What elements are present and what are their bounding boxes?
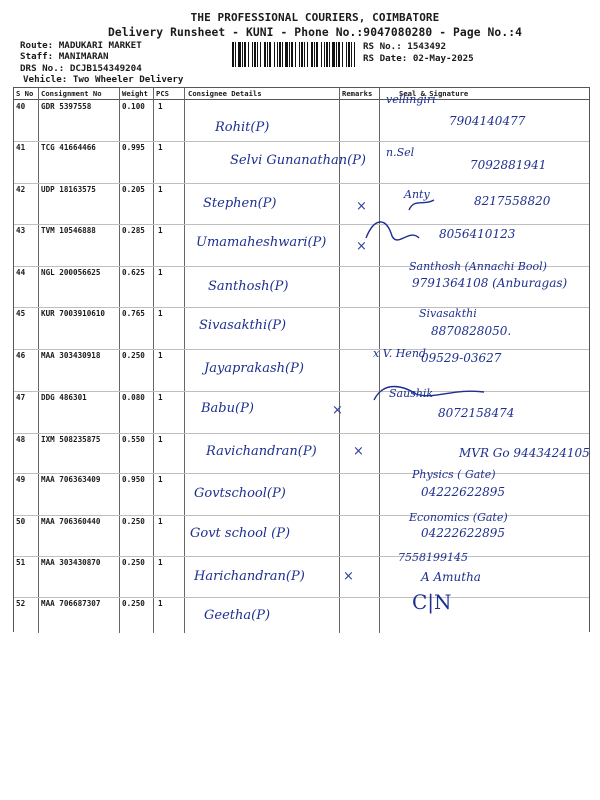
barcode-bar (252, 42, 253, 67)
barcode-bar (332, 42, 335, 67)
barcode-bar (232, 42, 234, 67)
barcode-bar (346, 42, 347, 67)
barcode-bar (260, 42, 261, 67)
pcs-cell: 1 (158, 475, 163, 484)
signature-text: Anty (404, 188, 430, 201)
pcs-cell: 1 (158, 393, 163, 402)
signature-text: x V. Hend (373, 347, 426, 360)
col-signature: Seal & Signature (399, 89, 469, 98)
signature-phone: 04222622895 (421, 485, 505, 499)
consignee-handwriting: Govtschool(P) (194, 486, 286, 501)
consignment-cell: UDP 18163575 (41, 185, 96, 194)
rs-date-label: RS Date: (363, 53, 408, 64)
pcs-cell: 1 (158, 102, 163, 111)
barcode-bar (238, 42, 241, 67)
pcs-cell: 1 (158, 435, 163, 444)
consignment-cell: NGL 200056625 (41, 268, 101, 277)
barcode-bar (307, 42, 308, 67)
weight-cell: 0.080 (122, 393, 145, 402)
vehicle-label: Vehicle: (23, 74, 68, 85)
signature-phone: 8072158474 (438, 406, 515, 420)
col-pcs: PCS (156, 89, 169, 98)
barcode-bar (244, 42, 246, 67)
weight-cell: 0.995 (122, 143, 145, 152)
staff-value: MANIMARAN (58, 51, 109, 62)
weight-cell: 0.205 (122, 185, 145, 194)
consignment-cell: MAA 303430870 (41, 558, 101, 567)
weight-cell: 0.625 (122, 268, 145, 277)
consignment-cell: MAA 706363409 (41, 475, 101, 484)
sno-cell: 50 (16, 517, 26, 526)
consignment-cell: TCG 41664466 (41, 143, 96, 152)
signature-text: Economics (Gate) (409, 511, 508, 524)
pcs-cell: 1 (158, 143, 163, 152)
barcode-bar (321, 42, 322, 67)
signature-phone: 7904140477 (449, 114, 526, 128)
staff-label: Staff: (20, 51, 54, 62)
barcode-bar (257, 42, 258, 67)
pcs-cell: 1 (158, 599, 163, 608)
barcode-bar (301, 42, 303, 67)
weight-cell: 0.250 (122, 351, 145, 360)
pcs-cell: 1 (158, 268, 163, 277)
barcode-bar (291, 42, 293, 67)
sno-cell: 47 (16, 393, 26, 402)
pcs-cell: 1 (158, 309, 163, 318)
sno-cell: 52 (16, 599, 26, 608)
remark-mark: × (343, 569, 354, 584)
company-title: THE PROFESSIONAL COURIERS, COIMBATORE (190, 11, 440, 24)
signature-text: Sivasakthi (419, 307, 477, 320)
barcode-bar (285, 42, 288, 67)
signature-scribbles (14, 88, 591, 633)
pcs-cell: 1 (158, 517, 163, 526)
consignee-handwriting: Umamaheshwari(P) (196, 235, 327, 250)
consignment-cell: MAA 706687307 (41, 599, 101, 608)
barcode-bar (329, 42, 330, 67)
barcode-bar (314, 42, 315, 67)
rs-no-value: 1543492 (407, 41, 447, 52)
barcode-bar (248, 42, 249, 67)
signature-text: vellingiri (386, 93, 436, 106)
sno-cell: 42 (16, 185, 26, 194)
signature-phone: 04222622895 (421, 526, 505, 540)
signature-phone: 8056410123 (439, 227, 516, 241)
barcode-image (232, 42, 355, 67)
rs-no-label: RS No.: (363, 41, 402, 52)
signature-phone: 8217558820 (474, 194, 551, 208)
sno-cell: 48 (16, 435, 26, 444)
signature-stroke (374, 387, 484, 401)
route-line (20, 40, 142, 51)
barcode-bar (304, 42, 305, 67)
signature-text: Physics ( Gate) (412, 468, 496, 481)
barcode-bar (279, 42, 281, 67)
barcode-bar (269, 42, 271, 67)
consignment-cell: IXM 508235875 (41, 435, 101, 444)
barcode-bar (254, 42, 256, 67)
runsheet-title: Delivery Runsheet - KUNI - Phone No.:9047080280 - Page No.:4 (107, 26, 523, 39)
consignment-cell: DDG 486301 (41, 393, 87, 402)
barcode-bar (354, 42, 355, 67)
barcode-bar (282, 42, 283, 67)
consignee-handwriting: Geetha(P) (204, 608, 271, 623)
weight-cell: 0.765 (122, 309, 145, 318)
signature-text: Santhosh (Annachi Bool) (409, 260, 547, 273)
weight-cell: 0.100 (122, 102, 145, 111)
consignment-cell: TVM 10546888 (41, 226, 96, 235)
barcode-bar (336, 42, 337, 67)
barcode-bar (316, 42, 318, 67)
consignee-handwriting: Harichandran(P) (194, 569, 305, 584)
col-remarks: Remarks (342, 89, 373, 98)
vehicle-line (23, 74, 183, 85)
signature-phone: MVR Go 9443424105 (459, 446, 590, 460)
weight-cell: 0.950 (122, 475, 145, 484)
consignee-handwriting: Stephen(P) (203, 196, 277, 211)
barcode-bar (324, 42, 325, 67)
barcode-bar (342, 42, 343, 67)
sno-cell: 41 (16, 143, 26, 152)
drs-line (20, 63, 142, 74)
remark-mark: × (332, 403, 343, 418)
consignee-handwriting: Sivasakthi(P) (199, 318, 287, 333)
signature-text: C|N (412, 590, 452, 614)
consignment-cell: KUR 7003910610 (41, 309, 106, 318)
consignee-handwriting: Selvi Gunanathan(P) (230, 153, 367, 168)
col-consignment: Consignment No (41, 89, 102, 98)
barcode-bar (277, 42, 278, 67)
barcode-bar (326, 42, 328, 67)
consignment-cell: MAA 303430918 (41, 351, 101, 360)
barcode-bar (295, 42, 296, 67)
consignment-cell: GDR 5397558 (41, 102, 92, 111)
barcode-bar (242, 42, 243, 67)
pcs-cell: 1 (158, 351, 163, 360)
rs-date-line (363, 53, 474, 64)
barcode-bar (348, 42, 350, 67)
sno-cell: 43 (16, 226, 26, 235)
route-label: Route: (20, 40, 54, 51)
signature-phone: 9791364108 (Anburagas) (412, 276, 568, 290)
signature-stroke (366, 222, 419, 240)
sno-cell: 51 (16, 558, 26, 567)
signature-stroke (409, 200, 434, 210)
col-weight: Weight (122, 89, 148, 98)
weight-cell: 0.250 (122, 599, 145, 608)
remark-mark: × (356, 239, 367, 254)
rs-date-value: 02-May-2025 (412, 53, 474, 64)
barcode-bar (264, 42, 266, 67)
barcode-bar (267, 42, 268, 67)
weight-cell: 0.550 (122, 435, 145, 444)
consignee-handwriting: Govt school (P) (190, 526, 291, 541)
barcode-bar (338, 42, 340, 67)
weight-cell: 0.250 (122, 517, 145, 526)
sno-cell: 45 (16, 309, 26, 318)
pcs-cell: 1 (158, 558, 163, 567)
consignee-handwriting: Jayaprakash(P) (204, 361, 304, 376)
weight-cell: 0.285 (122, 226, 145, 235)
col-consignee: Consignee Details (188, 89, 262, 98)
col-sno: S No (16, 89, 34, 98)
pcs-cell: 1 (158, 226, 163, 235)
signature-phone: 09529-03627 (421, 351, 502, 365)
barcode-bar (274, 42, 275, 67)
signature-phone: 7092881941 (470, 158, 547, 172)
weight-cell: 0.250 (122, 558, 145, 567)
consignee-handwriting: Santhosh(P) (208, 279, 289, 294)
signature-phone: A Amutha (421, 570, 481, 584)
sno-cell: 44 (16, 268, 26, 277)
remark-mark: × (353, 444, 364, 459)
remark-mark: × (356, 199, 367, 214)
signature-phone: 8870828050. (431, 324, 512, 338)
staff-line (20, 51, 109, 62)
barcode-bar (311, 42, 313, 67)
signature-text: n.Sel (386, 146, 415, 159)
signature-text: Saushik (389, 387, 434, 400)
barcode-bar (235, 42, 236, 67)
barcode-bar (299, 42, 300, 67)
route-value: MADUKARI MARKET (58, 40, 142, 51)
sno-cell: 49 (16, 475, 26, 484)
sno-cell: 40 (16, 102, 26, 111)
drs-value: DCJB154349204 (69, 63, 142, 74)
consignee-handwriting: Babu(P) (201, 401, 254, 416)
pcs-cell: 1 (158, 185, 163, 194)
consignee-handwriting: Rohit(P) (215, 120, 270, 135)
drs-label: DRS No.: (20, 63, 65, 74)
consignee-handwriting: Ravichandran(P) (206, 444, 317, 459)
signature-text: 7558199145 (398, 551, 468, 564)
vehicle-value: Two Wheeler Delivery (72, 74, 184, 85)
barcode-bar (351, 42, 352, 67)
sno-cell: 46 (16, 351, 26, 360)
barcode-bar (289, 42, 290, 67)
rs-no-line (363, 41, 446, 52)
runsheet-table (13, 87, 590, 632)
consignment-cell: MAA 706360440 (41, 517, 101, 526)
